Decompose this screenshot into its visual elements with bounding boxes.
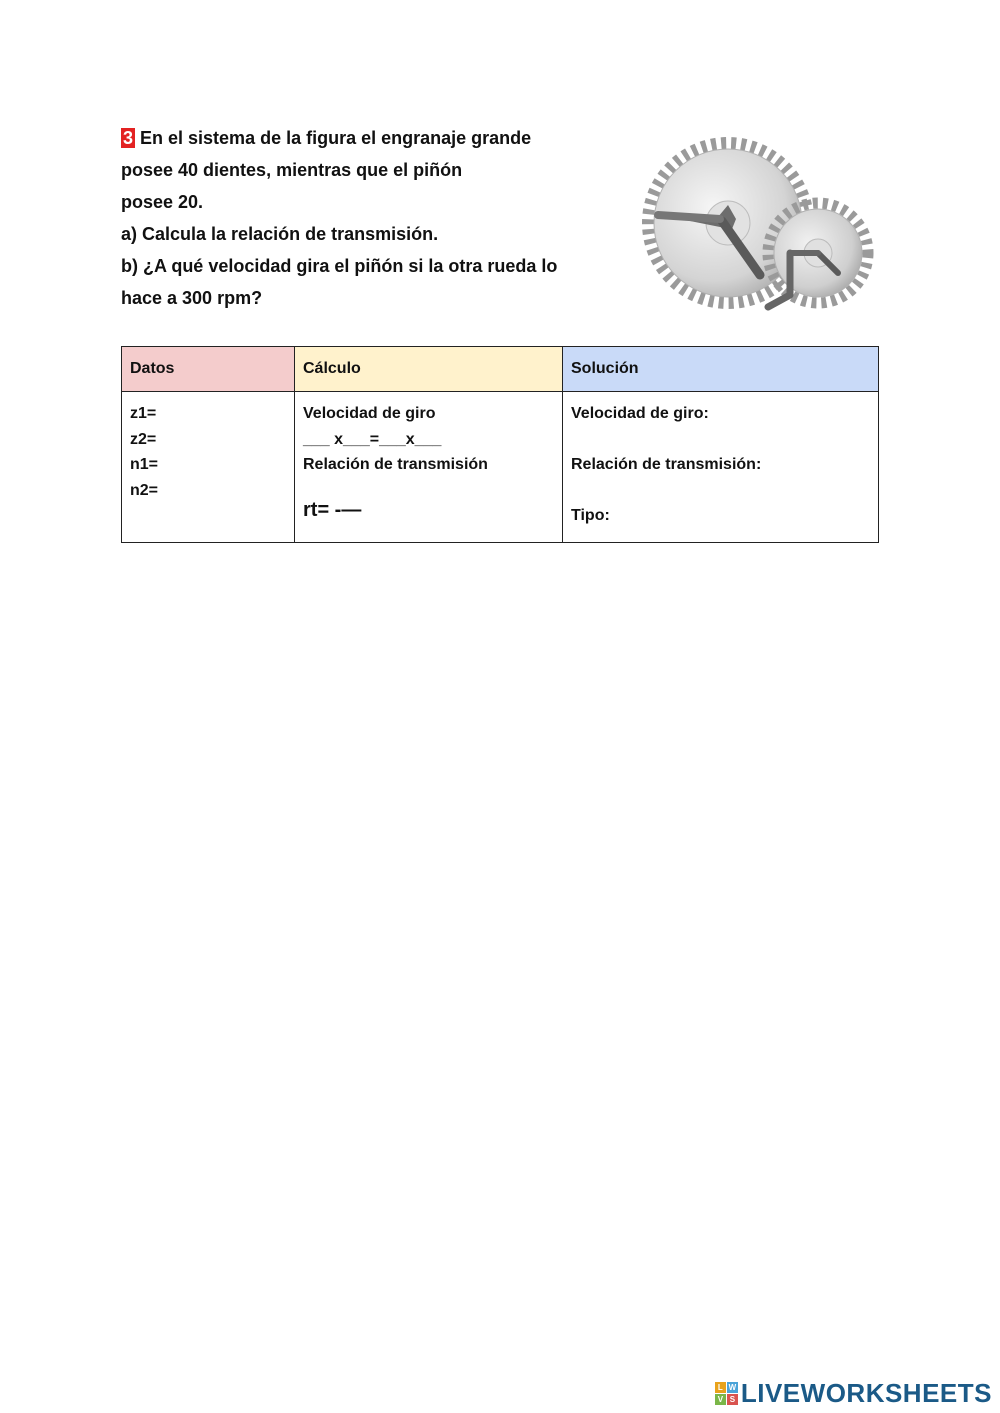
- liveworksheets-footer: [715, 1379, 992, 1407]
- calculo-relacion-label: Relación de transmisión: [303, 456, 488, 473]
- problem-line-5: b) ¿A qué velocidad gira el piñón si la otra rueda lo: [121, 256, 558, 276]
- header-calculo: Cálculo: [295, 347, 563, 392]
- problem-line-2: posee 40 dientes, mientras que el piñón: [121, 160, 463, 180]
- datos-z1: z1=: [130, 405, 157, 422]
- body-row: [122, 392, 879, 543]
- header-solucion: Solución: [563, 347, 879, 392]
- solucion-cell[interactable]: [563, 392, 879, 543]
- problem-text-1: En el sistema de la figura el engranaje grande: [140, 128, 532, 148]
- datos-cell[interactable]: [122, 392, 295, 543]
- problem-number: 3: [123, 128, 134, 148]
- problem-line-1: [121, 122, 641, 154]
- calculo-cell[interactable]: [295, 392, 563, 543]
- liveworksheets-logo-icon: L W V S: [715, 1382, 738, 1405]
- data-table: [121, 346, 879, 543]
- datos-n2: n2=: [130, 481, 159, 499]
- header-row: [122, 347, 879, 392]
- problem-statement: [121, 122, 641, 314]
- problem-line-4: a) Calcula la relación de transmisión.: [121, 224, 439, 244]
- problem-line-3: posee 20.: [121, 192, 204, 212]
- calculo-velocidad-label: Velocidad de giro: [303, 405, 436, 422]
- header-datos: Datos: [122, 347, 295, 392]
- calculo-rt: rt= -—: [303, 498, 362, 521]
- gears-illustration: [640, 135, 880, 320]
- datos-z2: z2=: [130, 430, 157, 448]
- calculo-formula-blanks: ___ x___=___x___: [303, 430, 442, 448]
- problem-line-6: hace a 300 rpm?: [121, 288, 263, 308]
- solucion-tipo: Tipo:: [571, 507, 610, 524]
- solucion-relacion: Relación de transmisión:: [571, 456, 762, 473]
- liveworksheets-brand: LIVEWORKSHEETS: [740, 1377, 992, 1408]
- datos-n1: n1=: [130, 456, 159, 473]
- solucion-velocidad: Velocidad de giro:: [571, 405, 709, 422]
